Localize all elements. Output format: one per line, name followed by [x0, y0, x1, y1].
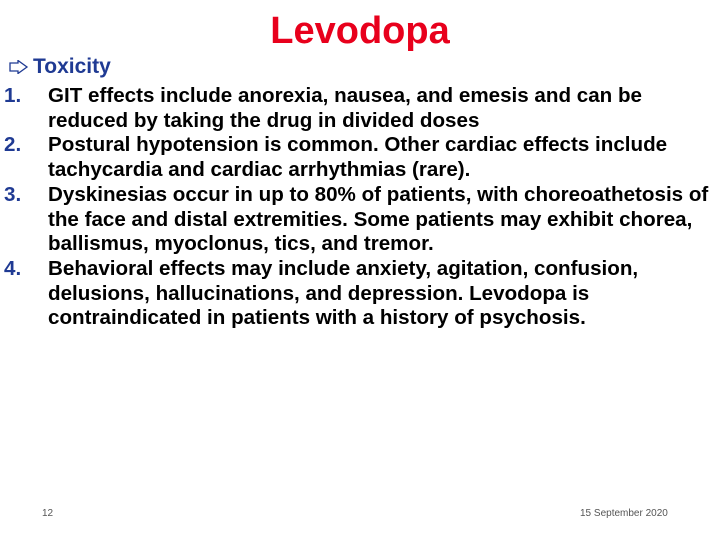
toxicity-list: [4, 84, 716, 331]
page-number: 12: [42, 508, 54, 519]
list-item: [4, 84, 716, 133]
list-item: [4, 257, 716, 331]
list-item-number: 2.: [4, 133, 22, 157]
list-item-text: Dyskinesias occur in up to 80% of patients, with choreoathetosis of the face and distal extremities. Some patients may exhibit chorea, ballismus, myoclonus, tics, and tremor.: [48, 182, 709, 256]
list-item-number: 3.: [4, 182, 22, 206]
hollow-arrow-bullet-icon: [8, 60, 30, 74]
list-item-text: GIT effects include anorexia, nausea, and emesis and can be reduced by taking the drug in divided doses: [48, 84, 643, 132]
list-item: [4, 133, 716, 182]
slide-title: Levodopa: [270, 10, 450, 52]
list-item-text: Behavioral effects may include anxiety, agitation, confusion, delusions, hallucinations, and depression. Levodopa is contraindicated in patients with a history of psychosis.: [48, 256, 639, 330]
subheading: [8, 55, 111, 79]
list-item-number: 1.: [4, 84, 22, 107]
list-item-text: Postural hypotension is common. Other cardiac effects include tachycardia and cardiac arrhythmias (rare).: [48, 133, 668, 182]
footer-date: 15 September 2020: [580, 508, 668, 519]
list-item: [4, 183, 716, 257]
subheading-label: Toxicity: [33, 55, 111, 78]
list-item-number: 4.: [4, 256, 22, 280]
